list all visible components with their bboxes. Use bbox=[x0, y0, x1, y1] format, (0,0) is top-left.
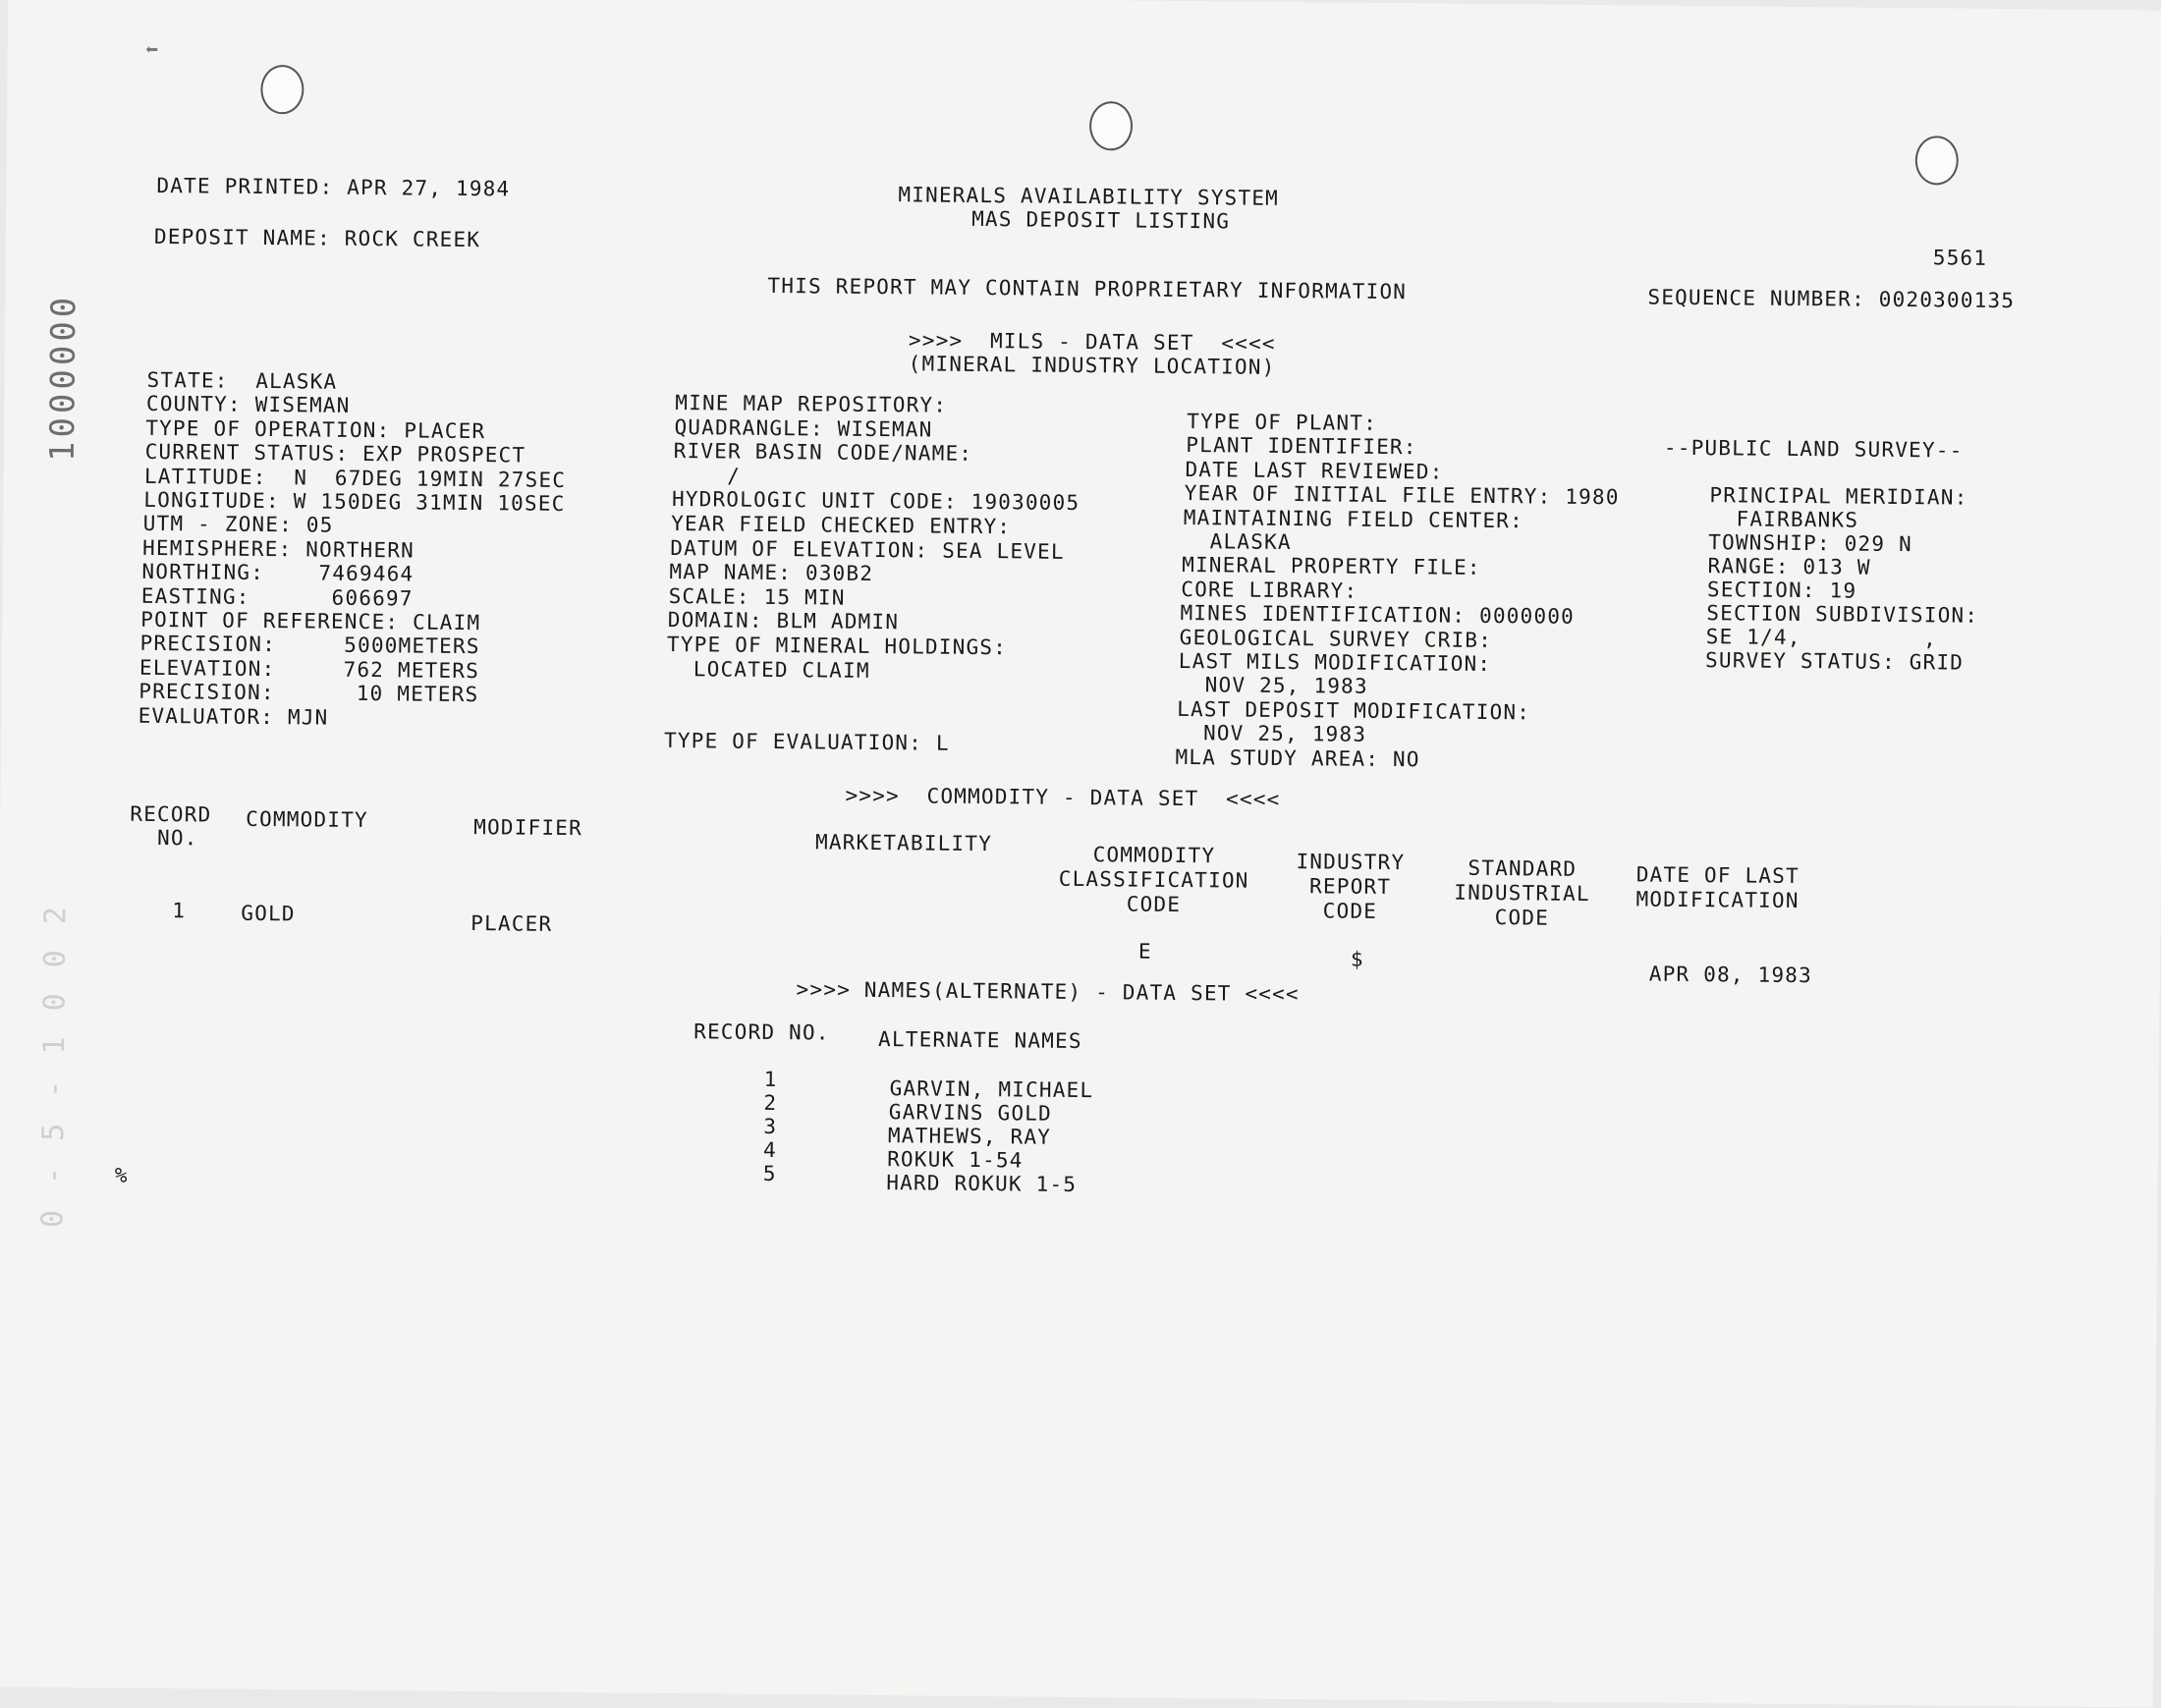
header-industry-2: REPORT bbox=[1308, 874, 1392, 900]
col2-line: / bbox=[672, 463, 742, 488]
col2-line: YEAR FIELD CHECKED ENTRY: bbox=[671, 511, 1012, 539]
col2-line: MINE MAP REPOSITORY: bbox=[675, 391, 948, 417]
header-industry-1: INDUSTRY bbox=[1296, 850, 1406, 875]
sequence-number: SEQUENCE NUMBER: 0020300135 bbox=[1647, 285, 2016, 313]
header-industry-3: CODE bbox=[1322, 899, 1378, 923]
page-number: 5561 bbox=[1932, 246, 1988, 270]
col3-line: MINES IDENTIFICATION: 0000000 bbox=[1180, 601, 1576, 630]
names-header-record: RECORD NO. bbox=[693, 1019, 830, 1045]
col1-line: STATE: ALASKA bbox=[146, 367, 338, 394]
col3-line: YEAR OF INITIAL FILE ENTRY: 1980 bbox=[1184, 481, 1620, 510]
col4-line: SE 1/4, , bbox=[1705, 625, 1938, 651]
col2-line: MAP NAME: 030B2 bbox=[669, 560, 874, 586]
col2-line: LOCATED CLAIM bbox=[666, 656, 870, 683]
col3-line: ALASKA bbox=[1182, 528, 1292, 555]
header-record-no-2: NO. bbox=[156, 825, 198, 851]
col1-line: HEMISPHERE: NORTHERN bbox=[141, 535, 416, 563]
type-of-evaluation: TYPE OF EVALUATION: L bbox=[663, 728, 950, 755]
header-commodity: COMMODITY bbox=[246, 806, 368, 833]
header-date-1: DATE OF LAST bbox=[1635, 862, 1801, 889]
col3-line: PLANT IDENTIFIER: bbox=[1186, 433, 1417, 460]
col3-line: LAST MILS MODIFICATION: bbox=[1178, 648, 1492, 677]
col4-line: RANGE: 013 W bbox=[1707, 554, 1871, 579]
col2-line: DATUM OF ELEVATION: SEA LEVEL bbox=[670, 535, 1065, 564]
footer-mark: % bbox=[114, 1163, 129, 1187]
names-row-number: 2 bbox=[763, 1090, 778, 1116]
names-row-number: 4 bbox=[762, 1137, 777, 1163]
col3-line: DATE LAST REVIEWED: bbox=[1185, 457, 1444, 484]
col2-line: DOMAIN: BLM ADMIN bbox=[667, 608, 900, 634]
header-marketability: MARKETABILITY bbox=[814, 830, 993, 856]
col3-line: GEOLOGICAL SURVEY CRIB: bbox=[1179, 625, 1493, 652]
col4-line: TOWNSHIP: 029 N bbox=[1708, 530, 1912, 557]
names-row-number: 1 bbox=[763, 1067, 778, 1092]
col2-line: TYPE OF MINERAL HOLDINGS: bbox=[666, 632, 1008, 660]
col1-line: UTM - ZONE: 05 bbox=[142, 512, 334, 538]
row-classification: E bbox=[1137, 939, 1152, 964]
col1-line: NORTHING: 7469464 bbox=[141, 560, 415, 586]
names-header-names: ALTERNATE NAMES bbox=[878, 1027, 1082, 1054]
names-row-number: 3 bbox=[763, 1114, 778, 1139]
row-modifier: PLACER bbox=[471, 911, 553, 936]
col4-line: PRINCIPAL MERIDIAN: bbox=[1709, 483, 1968, 510]
deposit-name: DEPOSIT NAME: ROCK CREEK bbox=[153, 224, 481, 252]
col3-line: TYPE OF PLANT: bbox=[1187, 410, 1378, 435]
col3-line: LAST DEPOSIT MODIFICATION: bbox=[1177, 696, 1531, 725]
names-row-name: GARVIN, MICHAEL bbox=[889, 1076, 1094, 1103]
commodity-title: >>>> COMMODITY - DATA SET <<<< bbox=[845, 783, 1281, 811]
punch-hole-right bbox=[1915, 136, 1959, 185]
col3-line: CORE LIBRARY: bbox=[1181, 577, 1358, 603]
names-row-name: GARVINS GOLD bbox=[888, 1100, 1053, 1126]
row-date: APR 08, 1983 bbox=[1648, 962, 1813, 988]
col4-line: FAIRBANKS bbox=[1708, 507, 1859, 532]
header-date-2: MODIFICATION bbox=[1635, 887, 1800, 913]
col1-line: EASTING: 606697 bbox=[140, 583, 414, 611]
col3-line: MLA STUDY AREA: NO bbox=[1175, 744, 1420, 771]
names-row-name: ROKUK 1-54 bbox=[887, 1147, 1024, 1173]
col3-line: MAINTAINING FIELD CENTER: bbox=[1183, 505, 1524, 532]
listing-title: MAS DEPOSIT LISTING bbox=[971, 206, 1231, 234]
names-row-name: HARD ROKUK 1-5 bbox=[886, 1171, 1078, 1196]
col2-line: SCALE: 15 MIN bbox=[668, 583, 846, 610]
col2-line: QUADRANGLE: WISEMAN bbox=[674, 414, 933, 442]
col3-line: NOV 25, 1983 bbox=[1177, 673, 1368, 699]
col4-line: SECTION SUBDIVISION: bbox=[1706, 601, 1979, 628]
header-classification-3: CODE bbox=[1126, 892, 1182, 916]
col4-line: SECTION: 19 bbox=[1706, 578, 1857, 603]
mils-title: >>>> MILS - DATA SET <<<< bbox=[908, 328, 1276, 356]
col1-line: ELEVATION: 762 METERS bbox=[139, 655, 480, 683]
pencil-arrow-mark: ⬅ bbox=[144, 37, 159, 63]
col2-line: RIVER BASIN CODE/NAME: bbox=[673, 439, 973, 467]
row-commodity: GOLD bbox=[241, 901, 296, 926]
col1-line: PRECISION: 10 METERS bbox=[139, 679, 479, 707]
col3-line: NOV 25, 1983 bbox=[1176, 721, 1367, 746]
header-record-no-1: RECORD bbox=[130, 801, 212, 827]
header-classification-2: CLASSIFICATION bbox=[1058, 866, 1249, 893]
header-standard-1: STANDARD bbox=[1468, 855, 1578, 881]
punch-hole-left bbox=[260, 65, 304, 114]
col1-line: COUNTY: WISEMAN bbox=[145, 392, 351, 418]
punch-hole-center bbox=[1089, 101, 1133, 150]
header-standard-2: INDUSTRIAL bbox=[1454, 880, 1590, 906]
names-row-number: 5 bbox=[762, 1161, 777, 1186]
system-title: MINERALS AVAILABILITY SYSTEM bbox=[898, 183, 1280, 210]
side-code-mark: 1000000 bbox=[42, 293, 84, 463]
col1-line: LATITUDE: N 67DEG 19MIN 27SEC bbox=[143, 464, 567, 492]
row-record-no: 1 bbox=[172, 899, 187, 923]
col2-line: HYDROLOGIC UNIT CODE: 19030005 bbox=[671, 487, 1080, 516]
col1-line: PRECISION: 5000METERS bbox=[139, 632, 480, 659]
col1-line: EVALUATOR: MJN bbox=[138, 703, 329, 730]
date-printed: DATE PRINTED: APR 27, 1984 bbox=[156, 173, 511, 201]
names-title: >>>> NAMES(ALTERNATE) - DATA SET <<<< bbox=[796, 977, 1300, 1007]
col4-line: SURVEY STATUS: GRID bbox=[1704, 648, 1965, 675]
row-industry: $ bbox=[1350, 947, 1364, 971]
col1-line: LONGITUDE: W 150DEG 31MIN 10SEC bbox=[143, 487, 566, 516]
names-row-name: MATHEWS, RAY bbox=[887, 1124, 1052, 1149]
public-land-survey-title: --PUBLIC LAND SURVEY-- bbox=[1663, 435, 1964, 463]
col1-line: TYPE OF OPERATION: PLACER bbox=[145, 415, 486, 443]
col1-line: POINT OF REFERENCE: CLAIM bbox=[140, 607, 481, 635]
col1-line: CURRENT STATUS: EXP PROSPECT bbox=[144, 440, 526, 468]
header-classification-1: COMMODITY bbox=[1092, 843, 1216, 868]
header-standard-3: CODE bbox=[1494, 906, 1550, 930]
header-modifier: MODIFIER bbox=[473, 815, 583, 841]
mils-subtitle: (MINERAL INDUSTRY LOCATION) bbox=[908, 352, 1276, 379]
proprietary-notice: THIS REPORT MAY CONTAIN PROPRIETARY INFORMATION bbox=[767, 273, 1408, 304]
col3-line: MINERAL PROPERTY FILE: bbox=[1182, 553, 1481, 580]
side-faint-mark: 0 - 5 - 1 0 0 2 bbox=[35, 902, 74, 1229]
